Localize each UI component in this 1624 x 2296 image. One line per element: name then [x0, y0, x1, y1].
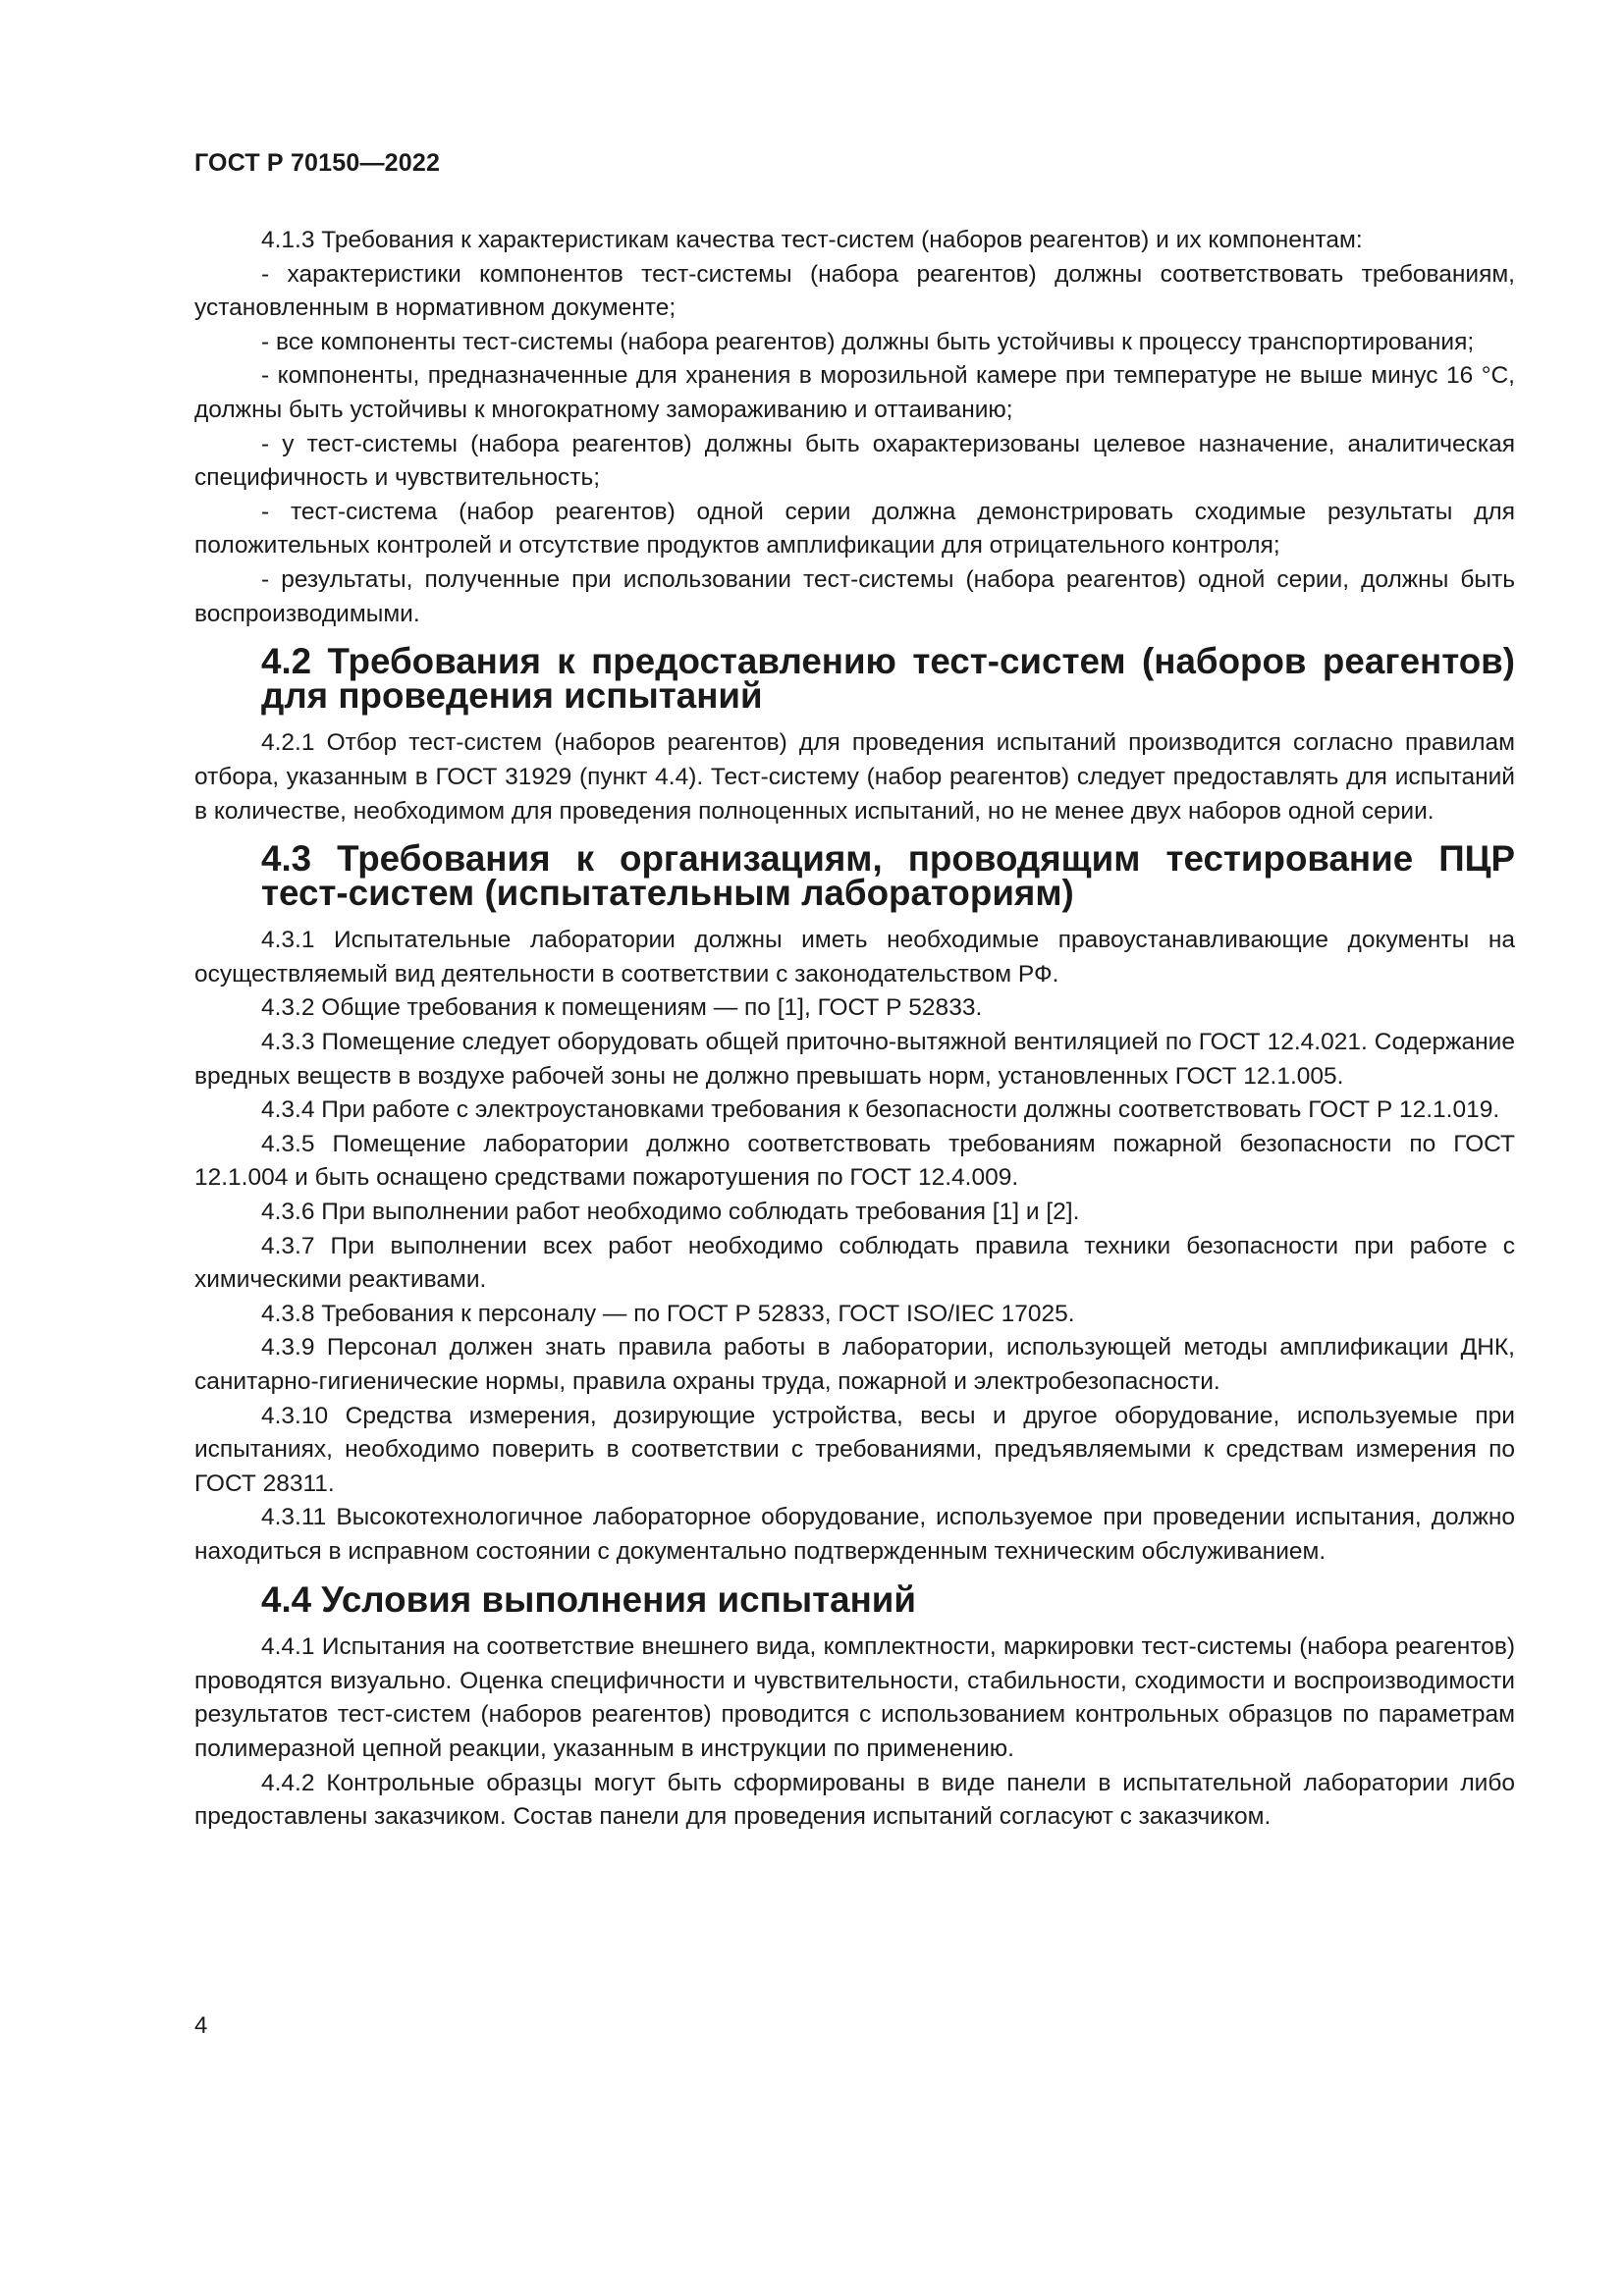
- section-4-3: [194, 838, 1515, 1569]
- paragraph-4-3-4: 4.3.4 При работе с электроустановками требования к безопасности должны соответствовать ГОСТ Р 12.1.019.: [261, 1096, 1500, 1124]
- section-4-1-3: [194, 224, 1515, 631]
- paragraph-4-3-7: 4.3.7 При выполнении всех работ необходимо соблюдать правила техники безопасности при работе с химическими реактивами.: [194, 1232, 1515, 1294]
- paragraph-4-3-9: 4.3.9 Персонал должен знать правила работы в лаборатории, использующей методы амплификации ДНК, санитарно-гигиенические нормы, правила охраны труда, пожарной и электробезопасности.: [194, 1334, 1515, 1395]
- page-number: 4: [194, 2012, 208, 2039]
- paragraph-4-3-11: 4.3.11 Высокотехнологичное лабораторное оборудование, используемое при проведении испытания, должно находиться в исправном состоянии с документально подтвержденным техническим обслуживанием.: [194, 1504, 1515, 1565]
- paragraph-4-3-6: 4.3.6 При выполнении работ необходимо соблюдать требования [1] и [2].: [261, 1199, 1080, 1226]
- section-4-2: [194, 641, 1515, 828]
- list-item-freeze-thaw: - компоненты, предназначенные для хранения в морозильной камере при температуре не выше минус 16 °С, должны быть устойчивы к многократному замораживанию и оттаиванию;: [194, 362, 1515, 423]
- paragraph-4-3-1: 4.3.1 Испытательные лаборатории должны иметь необходимые правоустанавливающие документы на осуществляемый вид деятельности в соответствии с законодательством РФ.: [194, 927, 1515, 988]
- paragraph-4-3-5: 4.3.5 Помещение лаборатории должно соответствовать требованиям пожарной безопасности по ГОСТ 12.1.004 и быть оснащено средствами пожаротушения по ГОСТ 12.4.009.: [194, 1130, 1515, 1192]
- paragraph-4-3-8: 4.3.8 Требования к персоналу — по ГОСТ Р 52833, ГОСТ ISO/IEC 17025.: [261, 1300, 1075, 1327]
- paragraph-4-2-1: 4.2.1 Отбор тест-систем (наборов реагентов) для проведения испытаний производится согласно правилам отбора, указанным в ГОСТ 31929 (пункт 4.4). Тест-систему (набор реагентов) следует предоставлять для испытаний в количестве, необходимом для проведения полноценных испытаний, но не менее двух наборов одной серии.: [194, 729, 1515, 825]
- section-heading-4-4: 4.4 Условия выполнения испытаний: [261, 1578, 916, 1620]
- section-heading-4-2: 4.2 Требования к предоставлению тест-систем (наборов реагентов) для проведения испытаний: [261, 641, 1515, 716]
- paragraph-4-1-3-intro: 4.1.3 Требования к характеристикам качества тест-систем (наборов реагентов) и их компонентам:: [261, 227, 1363, 253]
- section-heading-4-3: 4.3 Требования к организациям, проводящим тестирование ПЦР тест-систем (испытательным лабораториям): [261, 838, 1515, 913]
- paragraph-4-4-2: 4.4.2 Контрольные образцы могут быть сформированы в виде панели в испытательной лаборатории либо предоставлены заказчиком. Состав панели для проведения испытаний согласуют с заказчиком.: [194, 1769, 1515, 1831]
- paragraph-4-3-3: 4.3.3 Помещение следует оборудовать общей приточно-вытяжной вентиляцией по ГОСТ 12.4.021. Содержание вредных веществ в воздухе рабочей зоны не должно превышать норм, установленных ГОСТ 12.1.005.: [194, 1029, 1515, 1090]
- paragraph-4-4-1: 4.4.1 Испытания на соответствие внешнего вида, комплектности, маркировки тест-системы (набора реагентов) проводятся визуально. Оценка специфичности и чувствительности, стабильности, сходимости и воспроизводимости результатов тест-систем (наборов реагентов) проводится с использованием контрольных образцов по параметрам полимеразной цепной реакции, указанным в инструкции по применению.: [194, 1633, 1515, 1762]
- paragraph-4-3-10: 4.3.10 Средства измерения, дозирующие устройства, весы и другое оборудование, используемые при испытаниях, необходимо поверить в соответствии с требованиями, предъявляемыми к средствам измерения по ГОСТ 28311.: [194, 1402, 1515, 1497]
- document-code-header: ГОСТ Р 70150—2022: [194, 149, 441, 177]
- list-item-reproducibility: - результаты, полученные при использовании тест-системы (набора реагентов) одной серии, должны быть воспроизводимыми.: [194, 565, 1515, 627]
- list-item-convergent-results: - тест-система (набор реагентов) одной серии должна демонстрировать сходимые результаты для положительных контролей и отсутствие продуктов амплификации для отрицательного контроля;: [194, 498, 1515, 560]
- list-item-components-requirements: - характеристики компонентов тест-системы (набора реагентов) должны соответствовать требованиям, установленным в нормативном документе;: [194, 260, 1515, 322]
- list-item-specificity: - у тест-системы (набора реагентов) должны быть охарактеризованы целевое назначение, аналитическая специфичность и чувствительность;: [194, 430, 1515, 492]
- section-4-4: [194, 1578, 1515, 1835]
- paragraph-4-3-2: 4.3.2 Общие требования к помещениям — по [1], ГОСТ Р 52833.: [261, 994, 983, 1022]
- list-item-transport-stability: - все компоненты тест-системы (набора реагентов) должны быть устойчивы к процессу транспортирования;: [261, 328, 1475, 355]
- page-body: [194, 224, 1515, 1835]
